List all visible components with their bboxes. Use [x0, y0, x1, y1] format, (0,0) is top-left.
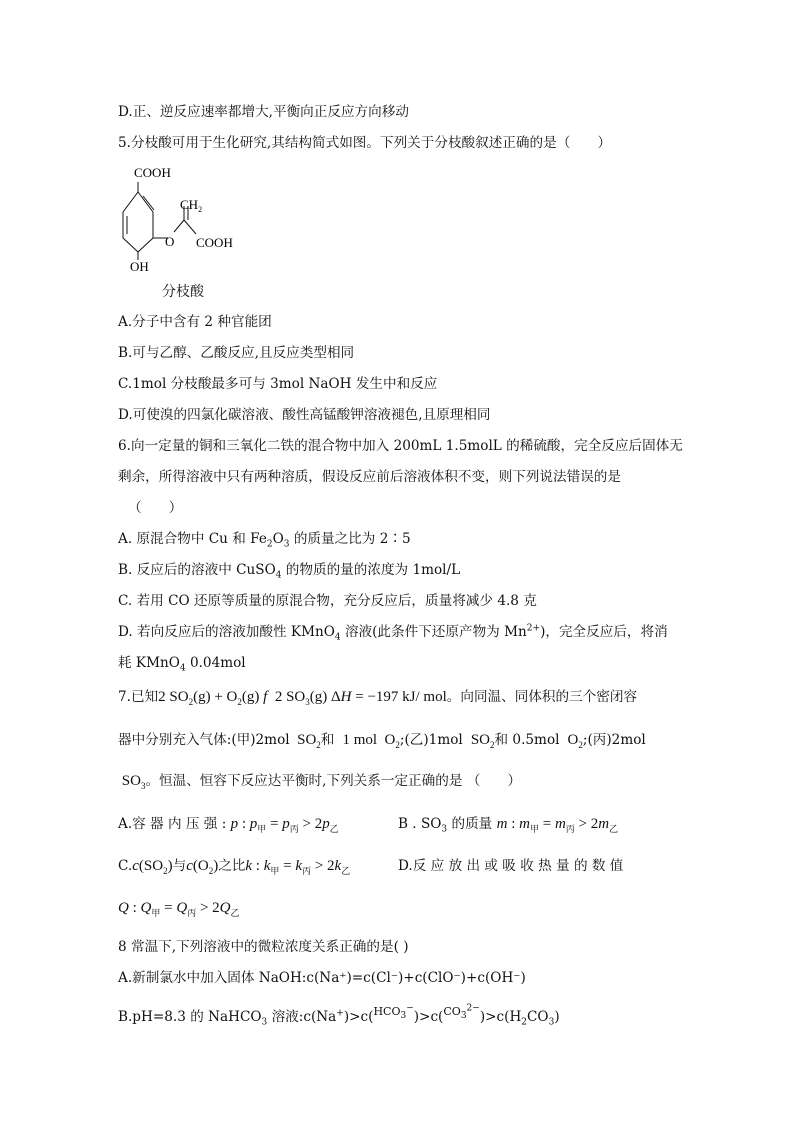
- q7-option-b: B . $SO_3$ 的质量 m : $m_甲 = m_丙 > 2m_乙$: [398, 816, 619, 835]
- cooh-side-label: COOH: [196, 235, 233, 250]
- chorismic-acid-structure: [110, 160, 260, 280]
- q7-stem-line1: 7.已知2 $SO_2(g) + O_2(g)$ f 2 $SO_3(g) \Delta H = -197$ kJ/ mol。向同温、同体积的三个密闭容: [118, 689, 638, 707]
- q8-option-b: B.pH=8.3 的 NaHCO$_3$ 溶液$:c(Na^+)>c(HCO_3^-)>c(CO_3^{2-})>c(H_2CO_3)$: [118, 1003, 560, 1028]
- q5-option-b: B.可与乙醇、乙酸反应,且反应类型相同: [118, 345, 355, 361]
- q8-option-a: A.新制氯水中加入固体 NaOH:c(Na⁺)=c(Cl⁻)+c(ClO⁻)+c(OH⁻): [118, 970, 526, 986]
- q7-option-d: D.反 应 放 出 或 吸 收 热 量 的 数 值: [398, 858, 624, 874]
- q7-option-c: $C.c(SO_2)$与$c(O_2)$之比k : $k_甲 = k_丙 > 2k_乙$: [118, 858, 351, 876]
- q7-option-d-cont: Q : $Q_甲 = Q_丙 > 2Q_乙$: [118, 900, 240, 918]
- q5-option-c: C.1mol 分枝酸最多可与 3mol NaOH 发生中和反应: [118, 376, 438, 392]
- q5-option-d: D.可使溴的四氯化碳溶液、酸性高锰酸钾溶液褪色,且原理相同: [118, 407, 491, 423]
- structure-caption: 分枝酸: [162, 284, 204, 300]
- q6-option-c: C. 若用 CO 还原等质量的原混合物，充分反应后，质量将减少 4.8 克: [118, 593, 537, 609]
- q6-option-d-cont: 耗 KMnO$_4$ 0.04mol: [118, 655, 246, 674]
- ch2-label: $CH_2$: [180, 197, 203, 214]
- q6-stem-line1: 6.向一定量的铜和三氧化二铁的混合物中加入 200mL 1.5molL 的稀硫酸，完全反应后固体无: [118, 438, 683, 454]
- q8-stem: 8 常温下,下列溶液中的微粒浓度关系正确的是( ): [118, 939, 409, 955]
- q4-option-d: D.正、逆反应速率都增大,平衡向正反应方向移动: [118, 104, 409, 120]
- q7-option-a: A.容 器 内 压 强 : p : $p_甲 = p_丙 > 2p_乙$: [118, 816, 339, 834]
- q6-answer-paren: （ ）: [128, 500, 183, 516]
- oh-label: OH: [130, 259, 149, 274]
- q5-stem: 5.分枝酸可用于生化研究,其结构简式如图。下列关于分枝酸叙述正确的是（ ）: [118, 135, 612, 151]
- cooh-top-label: COOH: [134, 165, 171, 180]
- q7-stem-line2: 器中分别充入气体:(甲)2mol $SO_2$和 1 mol $O_2$;(乙)1mol $SO_2$和 0.5mol $O_2$;(丙)2mol: [118, 732, 646, 750]
- q6-option-a: A. 原混合物中 Cu 和 $Fe_2O_3$ 的质量之比为 2∶5: [118, 531, 411, 550]
- q5-option-a: A.分子中含有 2 种官能团: [118, 314, 272, 330]
- q6-option-b: B. 反应后的溶液中 CuSO$_4$ 的物质的量的浓度为 1mol/L: [118, 562, 461, 581]
- q6-stem-line2: 剩余，所得溶液中只有两种溶质，假设反应前后溶液体积不变，则下列说法错误的是: [118, 469, 621, 485]
- q7-stem-line3: $SO_3$。恒温、恒容下反应达平衡时,下列关系一定正确的是 （ ）: [118, 773, 522, 791]
- q6-option-d: D. 若向反应后的溶液加酸性 KMnO$_4$ 溶液(此条件下还原产物为 $Mn^{2+}$)，完全反应后，将消: [118, 623, 668, 643]
- ether-oxygen-label: O: [165, 234, 175, 249]
